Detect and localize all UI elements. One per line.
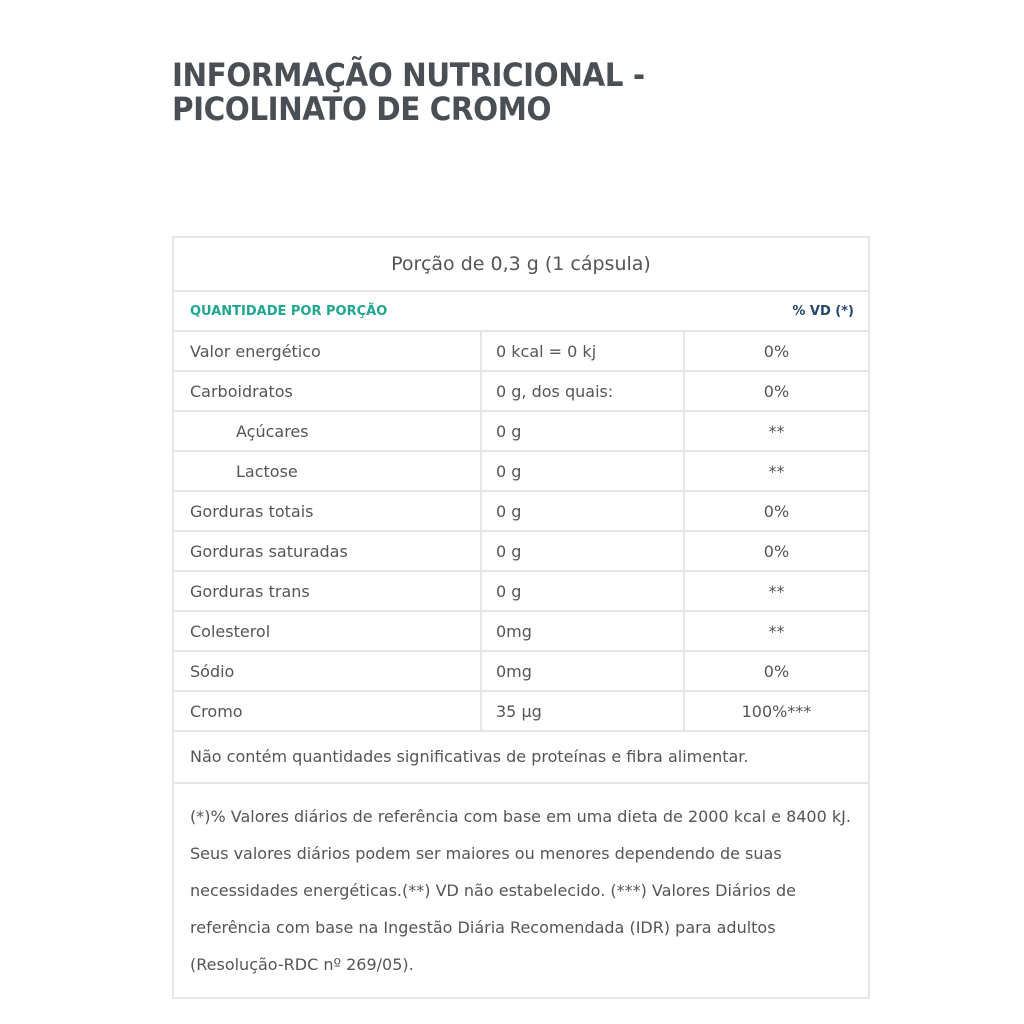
table-row [174,371,868,411]
nutrient-amount: 0 g [481,451,684,491]
table-row [174,651,868,691]
table-row [174,491,868,531]
header-quantity-label: QUANTIDADE POR PORÇÃO [190,303,388,319]
nutrient-amount: 0mg [481,651,684,691]
nutrient-name: Gorduras totais [174,491,481,531]
nutrient-name: Valor energético [174,332,481,371]
nutrient-name: Cromo [174,691,481,731]
nutrient-daily-value: 0% [684,651,868,691]
table-row [174,451,868,491]
page-title: INFORMAÇÃO NUTRICIONAL - PICOLINATO DE CROMO [172,56,645,128]
nutrient-daily-value: 0% [684,491,868,531]
nutrient-amount: 0mg [481,611,684,651]
nutrient-daily-value: ** [684,451,868,491]
nutrient-name: Açúcares [174,411,481,451]
table-row [174,611,868,651]
table-row [174,332,868,371]
protein-fiber-note: Não contém quantidades significativas de proteínas e fibra alimentar. [174,732,868,784]
table-row [174,571,868,611]
table-header [174,292,868,332]
header-daily-value-label: % VD (*) [792,303,854,319]
daily-values-footnote: (*)% Valores diários de referência com base em uma dieta de 2000 kcal e 8400 kJ. Seus valores diários podem ser maiores ou menores dependendo de suas necessidades energéticas.(**) VD não estabelecido. (***) Valores Diários de referência com base na Ingestão Diária Recomendada (IDR) para adultos (Resolução-RDC nº 269/05). [190,807,851,974]
nutrient-amount: 0 g [481,531,684,571]
nutrient-name: Gorduras saturadas [174,531,481,571]
portion-size: Porção de 0,3 g (1 cápsula) [174,238,868,292]
nutrient-amount: 0 g [481,411,684,451]
table-row [174,691,868,731]
nutrition-table-body [174,332,868,731]
nutrient-amount: 0 kcal = 0 kj [481,332,684,371]
nutrient-daily-value: 0% [684,332,868,371]
nutrient-name: Colesterol [174,611,481,651]
nutrient-daily-value: ** [684,411,868,451]
nutrient-daily-value: 100%*** [684,691,868,731]
nutrient-name: Lactose [174,451,481,491]
nutrient-name: Sódio [174,651,481,691]
table-row [174,531,868,571]
nutrient-name: Gorduras trans [174,571,481,611]
nutrient-amount: 35 µg [481,691,684,731]
nutrient-amount: 0 g [481,491,684,531]
nutrient-daily-value: 0% [684,531,868,571]
nutrient-amount: 0 g [481,571,684,611]
nutrient-daily-value: ** [684,611,868,651]
nutrient-daily-value: ** [684,571,868,611]
nutrition-facts-panel [172,236,870,999]
nutrient-amount: 0 g, dos quais: [481,371,684,411]
table-row [174,411,868,451]
nutrient-name: Carboidratos [174,371,481,411]
nutrient-daily-value: 0% [684,371,868,411]
nutrition-table [174,332,868,732]
